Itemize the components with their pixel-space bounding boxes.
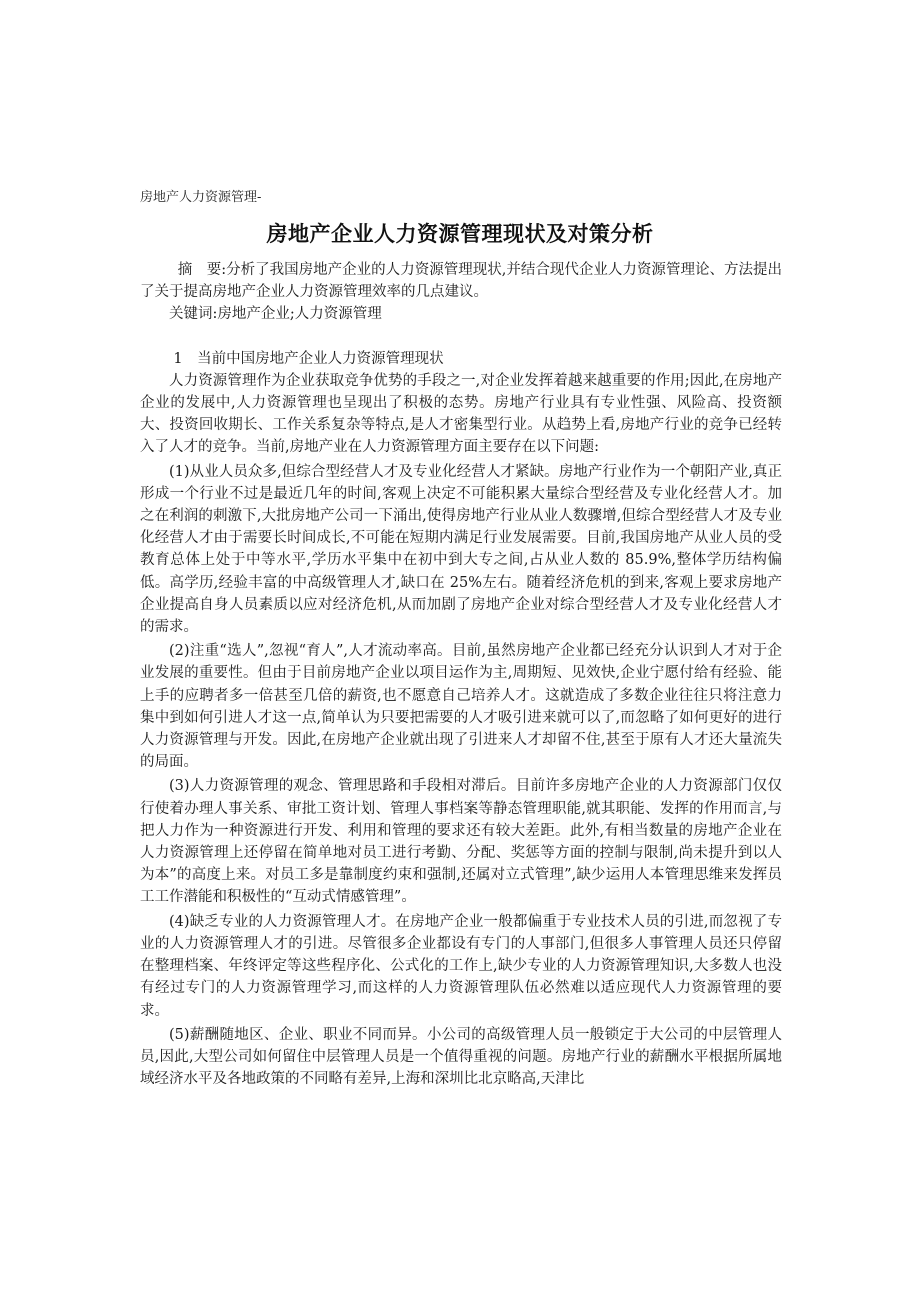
- issue-paragraph-5: (5)薪酬随地区、企业、职业不同而异。小公司的高级管理人员一般锁定于大公司的中层管理人员,因此,大型公司如何留住中层管理人员是一个值得重视的问题。房地产行业的薪酬水平根据所属地域经济水平及各地政策的不同略有差异,上海和深圳比北京略高,天津比: [140, 1026, 782, 1088]
- section-intro-paragraph: 人力资源管理作为企业获取竞争优势的手段之一,对企业发挥着越来越重要的作用;因此,在房地产企业的发展中,人力资源管理也呈现出了积极的态势。房地产行业具有专业性强、风险高、投资额大、投资回收期长、工作关系复杂等特点,是人才密集型行业。从趋势上看,房地产行业的竞争已经转入了人才的竞争。当前,房地产业在人力资源管理方面主要存在以下问题:: [140, 372, 782, 456]
- section-heading: 1 当前中国房地产企业人力资源管理现状: [173, 350, 444, 367]
- document-title: 房地产企业人力资源管理现状及对策分析: [266, 221, 654, 246]
- abstract-paragraph: 摘 要:分析了我国房地产企业的人力资源管理现状,并结合现代企业人力资源管理论、方法提出了关于提高房地产企业人力资源管理效率的几点建议。: [140, 262, 782, 301]
- issue-paragraph-3: (3)人力资源管理的观念、管理思路和手段相对滞后。目前许多房地产企业的人力资源部门仅仅行使着办理人事关系、审批工资计划、管理人事档案等静态管理职能,就其职能、发挥的作用而言,与把人力作为一种资源进行开发、利用和管理的要求还有较大差距。此外,有相当数量的房地产企业在人力资源管理上还停留在简单地对员工进行考勤、分配、奖惩等方面的控制与限制,尚未提升到以人为本”的高度上来。对员工多是靠制度约束和强制,还属对立式管理”,缺少运用人本管理思维来发挥员工工作潜能和积极性的“互动式情感管理”。: [140, 778, 782, 906]
- document-body: [140, 259, 782, 1090]
- issue-paragraph-1: (1)从业人员众多,但综合型经营人才及专业化经营人才紧缺。房地产行业作为一个朝阳产业,真正形成一个行业不过是最近几年的时间,客观上决定不可能积累大量综合型经营及专业化经营人才。加之在利润的刺激下,大批房地产公司一下涌出,使得房地产行业从业人数骤增,但综合型经营人才及专业化经营人才由于需要长时间成长,不可能在短期内满足行业发展需要。目前,我国房地产从业人员的受教育总体上处于中等水平,学历水平集中在初中到大专之间,占从业人数的 85.9%,整体学历结构偏低。高学历,经验丰富的中高级管理人才,缺口在 25%左右。随着经济危机的到来,客观上要求房地产企业提高自身人员素质以应对经济危机,从而加剧了房地产企业对综合型经营人才及专业化经营人才的需求。: [140, 463, 782, 636]
- issue-paragraph-2: (2)注重“选人”,忽视“育人”,人才流动率高。目前,虽然房地产企业都已经充分认识到人才对于企业发展的重要性。但由于目前房地产企业以项目运作为主,周期短、见效快,企业宁愿付给有经验、能上手的应聘者多一倍甚至几倍的薪资,也不愿意自己培养人才。这就造成了多数企业往往只将注意力集中到如何引进人才这一点,简单认为只要把需要的人才吸引进来就可以了,而忽略了如何更好的进行人力资源管理与开发。因此,在房地产企业就出现了引进来人才却留不住,甚至于原有人才还大量流失的局面。: [140, 643, 782, 771]
- document-header-label: 房地产人力资源管理-: [140, 190, 262, 205]
- issue-paragraph-4: (4)缺乏专业的人力资源管理人才。在房地产企业一般都偏重于专业技术人员的引进,而忽视了专业的人力资源管理人才的引进。尽管很多企业都设有专门的人事部门,但很多人事管理人员还只停留在整理档案、年终评定等这些程序化、公式化的工作上,缺少专业的人力资源管理知识,大多数人也没有经过专门的人力资源管理学习,而这样的人力资源管理队伍必然难以适应现代人力资源管理的要求。: [140, 913, 782, 1019]
- keywords-paragraph: 关键词:房地产企业;人力资源管理: [169, 306, 382, 323]
